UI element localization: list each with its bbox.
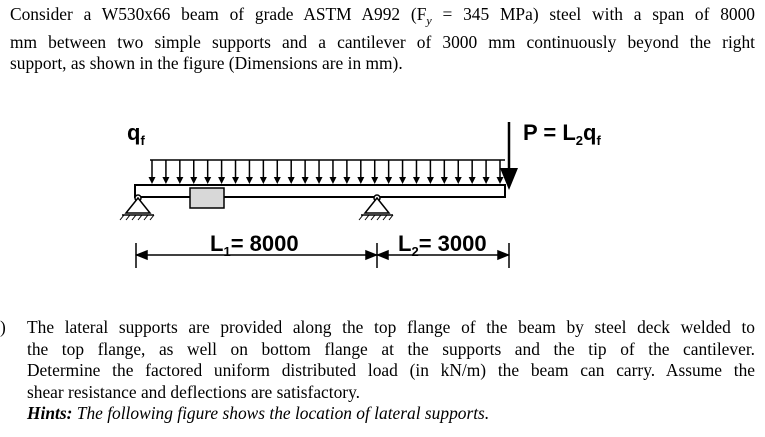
udl-arrow-head <box>497 177 504 184</box>
question-line-4: shear resistance and deflections are satisfactory. <box>27 381 361 402</box>
udl-arrow-head <box>385 177 392 184</box>
deck-block <box>190 188 224 208</box>
udl-arrow-head <box>483 177 490 184</box>
udl-arrow-head <box>149 177 156 184</box>
question-line-1: The lateral supports are provided along the top flange of the beam by steel deck welded to <box>27 317 755 337</box>
udl-arrow-head <box>316 177 323 184</box>
udl-arrow-head <box>413 177 420 184</box>
udl-arrow-head <box>190 177 197 184</box>
intro-line-1: Consider a W530x66 beam of grade ASTM A992 ($F_y = 345$ MPa) steel with a span of 8000 <box>10 4 755 28</box>
load-label: $q_f$ <box>127 120 145 148</box>
udl-arrow-head <box>371 177 378 184</box>
point-load-arrow <box>500 122 518 190</box>
question-marker: ) <box>0 317 6 337</box>
question-body <box>27 317 755 425</box>
udl-arrow-head <box>162 177 169 184</box>
udl-arrow-head <box>260 177 267 184</box>
udl-arrow-head <box>302 177 309 184</box>
hint-line <box>27 403 755 425</box>
udl-arrow-head <box>469 177 476 184</box>
udl-arrow-group <box>149 160 504 184</box>
udl-arrow-head <box>176 177 183 184</box>
udl-arrow-head <box>399 177 406 184</box>
intro-line-2: mm between two simple supports and a cantilever of 3000 mm continuously beyond the right <box>10 31 755 52</box>
intro-line-3: support, as shown in the figure (Dimensions are in mm). <box>10 53 403 74</box>
point-load-label: $P = L_2q_f$ <box>523 120 601 148</box>
udl-arrow-head <box>274 177 281 184</box>
udl-arrow-head <box>441 177 448 184</box>
udl-arrow-head <box>232 177 239 184</box>
right-support <box>359 195 393 220</box>
hint-text: The following figure shows the location of lateral supports. <box>72 403 490 424</box>
udl-arrow-head <box>357 177 364 184</box>
question-line-3: Determine the factored uniform distributed load (in kN/m) the beam can carry. Assume the <box>27 360 755 381</box>
udl-arrow-head <box>343 177 350 184</box>
udl-arrow-head <box>329 177 336 184</box>
udl-arrow-head <box>246 177 253 184</box>
span1-label: $L_1= 8000$ <box>210 231 299 259</box>
beam-figure <box>0 112 765 282</box>
udl-arrow-head <box>427 177 434 184</box>
udl-arrow-head <box>218 177 225 184</box>
udl-arrow-head <box>288 177 295 184</box>
problem-statement <box>10 4 755 75</box>
udl-arrow-head <box>204 177 211 184</box>
left-support <box>120 195 154 220</box>
hint-label: Hints: <box>27 403 73 424</box>
question-line-2: the top flange, as well on bottom flange at the supports and the tip of the cantilever. <box>27 338 755 359</box>
udl-arrow-head <box>455 177 462 184</box>
span2-label: $L_2= 3000$ <box>398 231 487 259</box>
